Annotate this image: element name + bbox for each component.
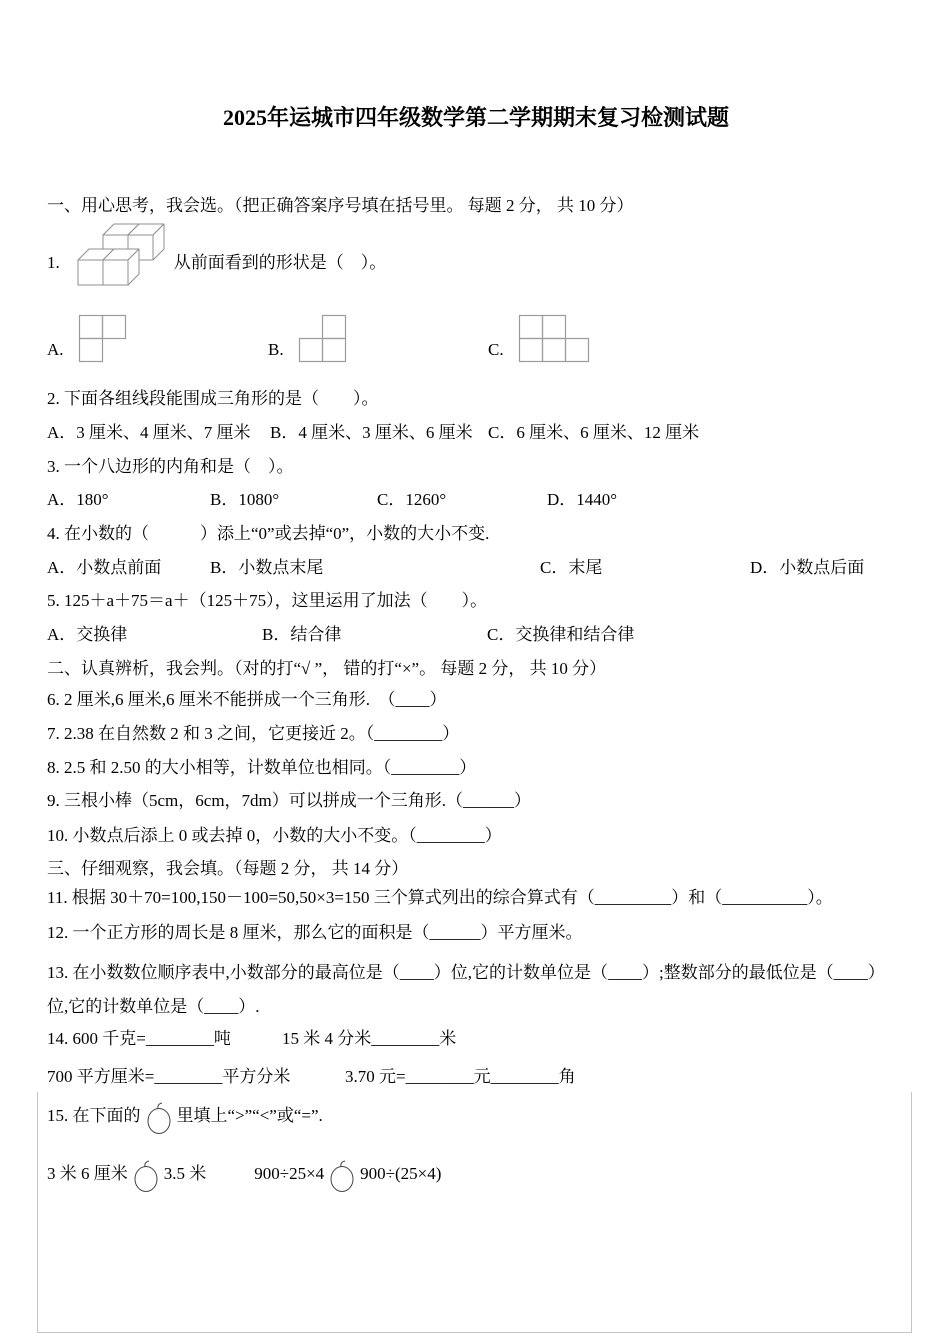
question-15-comparisons [47, 1157, 905, 1191]
section-1-header: 一、用心思考，我会选。（把正确答案序号填在括号里。 每题 2 分， 共 10 分） [47, 196, 634, 215]
question-5-text: 5. 125＋a＋75＝a＋（125＋75），这里运用了加法（ ）。 [47, 591, 488, 610]
q15-suffix: 里填上“>”“<”或“=”. [176, 1106, 323, 1125]
q1-option-a-figure [78, 314, 128, 363]
question-4-options [47, 558, 905, 578]
q14-conversion-4: 3.70 元=________元________角 [345, 1067, 576, 1086]
q1-option-b [268, 314, 488, 363]
q1-cube-stack-figure [66, 222, 166, 304]
q1-option-c-label: C. [488, 340, 504, 359]
q1-option-c [488, 314, 591, 363]
question-14-line-1 [47, 1029, 905, 1049]
q3-option-d: D．1440° [547, 490, 618, 509]
q3-option-c: C．1260° [377, 490, 447, 509]
q14-conversion-2: 15 米 4 分米________米 [282, 1029, 457, 1048]
question-7-text: 7. 2.38 在自然数 2 和 3 之间，它更接近 2。（________） [47, 724, 460, 743]
question-2-text: 2. 下面各组线段能围成三角形的是（ ）。 [47, 389, 379, 408]
q4-option-d: D．小数点后面 [750, 558, 865, 577]
question-2-options [47, 423, 905, 443]
question-12-text: 12. 一个正方形的周长是 8 厘米，那么它的面积是（______）平方厘米。 [47, 923, 583, 942]
question-3-options [47, 490, 905, 510]
q1-option-a-label: A. [47, 340, 64, 359]
q2-option-b: B．4 厘米、3 厘米、6 厘米 [270, 423, 473, 442]
q1-options-row [47, 314, 905, 363]
exam-title: 2025年运城市四年级数学第二学期期末复习检测试题 [222, 105, 729, 130]
question-4-text: 4. 在小数的（ ）添上“0”或去掉“0”，小数的大小不变. [47, 524, 490, 543]
q14-conversion-1: 14. 600 千克=________吨 [47, 1029, 231, 1048]
q1-text: 从前面看到的形状是（ ）。 [173, 253, 387, 272]
question-3-text: 3. 一个八边形的内角和是（ ）。 [47, 457, 294, 476]
blank-circle-icon [146, 1101, 172, 1135]
section-2-header: 二、认真辨析，我会判。（对的打“√ ”， 错的打“×”。 每题 2 分， 共 10 分） [47, 659, 607, 678]
q15-compare-1-right: 3.5 米 [163, 1164, 207, 1183]
blank-circle-icon [133, 1159, 159, 1193]
q2-option-a: A．3 厘米、4 厘米、7 厘米 [47, 423, 251, 442]
q14-conversion-3: 700 平方厘米=________平方分米 [47, 1067, 291, 1086]
q3-option-b: B．1080° [210, 490, 280, 509]
q15-compare-2-right: 900÷(25×4) [360, 1164, 442, 1183]
question-1 [47, 222, 905, 304]
q15-prefix: 15. 在下面的 [47, 1106, 141, 1125]
q5-option-b: B．结合律 [262, 625, 342, 644]
question-6-text: 6. 2 厘米,6 厘米,6 厘米不能拼成一个三角形. （____） [47, 690, 447, 709]
exam-content [47, 0, 905, 1191]
question-11-text: 11. 根据 30＋70=100,150－100=50,50×3=150 三个算式列出的综合算式有（_________）和（__________）。 [47, 888, 833, 907]
q4-option-c: C．末尾 [540, 558, 603, 577]
q1-option-a [47, 314, 268, 363]
q5-option-a: A．交换律 [47, 625, 128, 644]
q4-option-b: B．小数点末尾 [210, 558, 324, 577]
q1-option-c-figure [518, 314, 591, 363]
q15-compare-2-left: 900÷25×4 [254, 1164, 325, 1183]
question-13-text: 13. 在小数数位顺序表中,小数部分的最高位是（____）位,它的计数单位是（____）;整数部分的最低位是（____）位,它的计数单位是（____）. [47, 963, 885, 1016]
section-3-header: 三、仔细观察，我会填。（每题 2 分， 共 14 分） [47, 859, 409, 878]
question-14-line-2 [47, 1067, 905, 1087]
q1-option-b-label: B. [268, 340, 284, 359]
q3-option-a: A．180° [47, 490, 109, 509]
q2-option-c: C．6 厘米、6 厘米、12 厘米 [488, 423, 700, 442]
q1-option-b-figure [298, 314, 348, 363]
question-10-text: 10. 小数点后添上 0 或去掉 0，小数的大小不变。（________） [47, 826, 502, 845]
q1-number: 1. [47, 253, 60, 272]
question-9-text: 9. 三根小棒（5cm，6cm，7dm）可以拼成一个三角形.（______） [47, 791, 532, 810]
q4-option-a: A．小数点前面 [47, 558, 162, 577]
question-8-text: 8. 2.5 和 2.50 的大小相等，计数单位也相同。（________） [47, 758, 477, 777]
question-15-instruction [47, 1099, 905, 1133]
question-5-options [47, 625, 905, 645]
q15-compare-1-left: 3 米 6 厘米 [47, 1164, 128, 1183]
blank-circle-icon [329, 1159, 355, 1193]
q5-option-c: C．交换律和结合律 [487, 625, 635, 644]
